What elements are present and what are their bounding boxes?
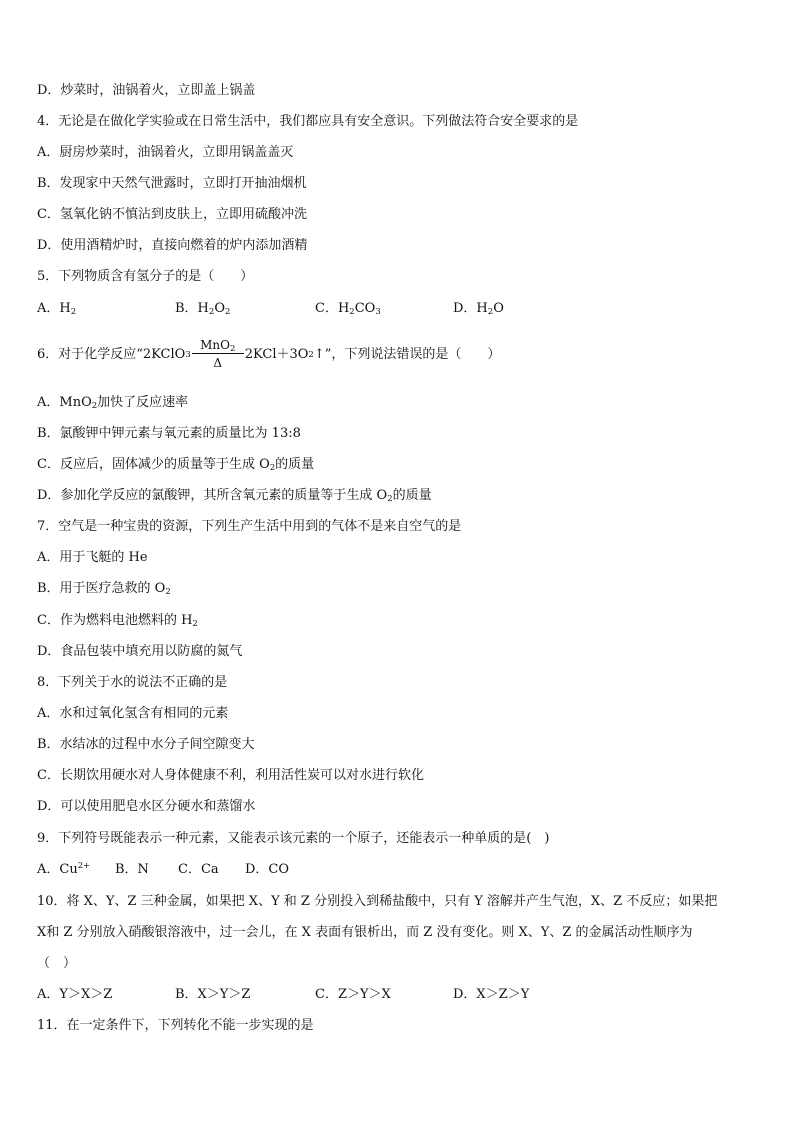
q9-options xyxy=(37,861,289,879)
q10-options xyxy=(37,986,529,1004)
q9-option-d: D．CO xyxy=(245,862,290,877)
q10-option-d: D．X＞Z＞Y xyxy=(453,987,530,1002)
q7-option-d: D．食品包装中填充用以防腐的氮气 xyxy=(37,644,243,659)
q5-option-b: B．$H_2O_2$ xyxy=(175,301,231,317)
q10-option-c: C．Z＞Y＞X xyxy=(315,987,391,1002)
q4-option-c: C．氢氧化钠不慎沾到皮肤上，立即用硫酸冲洗 xyxy=(37,207,307,222)
question-10-stem-line2: X和 Z 分别放入硝酸银溶液中，过一会儿，在 X 表面有银析出，而 Z 没有变化。则 X、Y、Z 的金属活动性顺序为 xyxy=(37,925,693,940)
q7-option-b: B．用于医疗急救的 $O_2$ xyxy=(37,581,171,597)
question-5-stem: 5．下列物质含有氢分子的是（ ） xyxy=(37,269,254,284)
q8-option-d: D．可以使用肥皂水区分硬水和蒸馏水 xyxy=(37,799,256,814)
q5-options xyxy=(37,300,504,318)
reaction-condition-arrow: MnO$_2$ Δ xyxy=(192,338,244,371)
q8-option-a: A．水和过氧化氢含有相同的元素 xyxy=(37,706,229,721)
q5-option-a: A．$H_2$ xyxy=(37,301,77,317)
q9-option-c: C．Ca xyxy=(178,862,219,877)
q8-option-b: B．水结冰的过程中水分子间空隙变大 xyxy=(37,737,255,752)
question-4-stem: 4．无论是在做化学实验或在日常生活中，我们都应具有安全意识。下列做法符合安全要求的是 xyxy=(37,114,579,129)
q7-option-c: C．作为燃料电池燃料的 $H_2$ xyxy=(37,613,198,629)
question-9-stem: 9．下列符号既能表示一种元素，又能表示该元素的一个原子，还能表示一种单质的是( ) xyxy=(37,831,550,846)
q6-option-a: A．MnO$_2$加快了反应速率 xyxy=(37,395,189,411)
q7-option-a: A．用于飞艇的 He xyxy=(37,550,148,565)
q10-option-a: A．Y＞X＞Z xyxy=(37,987,113,1002)
question-8-stem: 8．下列关于水的说法不正确的是 xyxy=(37,675,228,690)
q6-option-d: D．参加化学反应的氯酸钾，其所含氧元素的质量等于生成 $O_2$的质量 xyxy=(37,488,432,504)
question-10-stem-line1: 10．将 X、Y、Z 三种金属，如果把 X、Y 和 Z 分别投入到稀盐酸中，只有 Y 溶解并产生气泡，X、Z 不反应；如果把 xyxy=(37,894,718,909)
q4-option-b: B．发现家中天然气泄露时，立即打开抽油烟机 xyxy=(37,176,307,191)
q8-option-c: C．长期饮用硬水对人身体健康不利，利用活性炭可以对水进行软化 xyxy=(37,768,424,783)
question-6-stem: 6．对于化学反应“2KClO 3 MnO$_2$ Δ 2KCl＋3O 2 ↑”，下列说法错误的是（ ） xyxy=(37,337,501,370)
q4-option-a: A．厨房炒菜时，油锅着火，立即用锅盖盖灭 xyxy=(37,145,294,160)
q9-option-a: A．$Cu^{2+}$ xyxy=(37,861,91,877)
q10-option-b: B．X＞Y＞Z xyxy=(175,987,251,1002)
question-11-stem: 11．在一定条件下，下列转化不能一步实现的是 xyxy=(37,1018,314,1033)
q6-option-b: B．氯酸钾中钾元素与氧元素的质量比为 13:8 xyxy=(37,426,301,441)
q5-option-d: D．$H_2O$ xyxy=(453,301,504,317)
q6-option-c: C．反应后，固体减少的质量等于生成 $O_2$的质量 xyxy=(37,457,315,473)
q4-option-d: D．使用酒精炉时，直接向燃着的炉内添加酒精 xyxy=(37,238,308,253)
q3-option-d: D．炒菜时，油锅着火，立即盖上锅盖 xyxy=(37,83,256,98)
q5-option-c: C．$H_2CO_3$ xyxy=(315,301,381,317)
question-10-answer-paren: （ ） xyxy=(37,956,77,971)
question-7-stem: 7．空气是一种宝贵的资源，下列生产生活中用到的气体不是来自空气的是 xyxy=(37,519,462,534)
q9-option-b: B．N xyxy=(115,862,149,877)
